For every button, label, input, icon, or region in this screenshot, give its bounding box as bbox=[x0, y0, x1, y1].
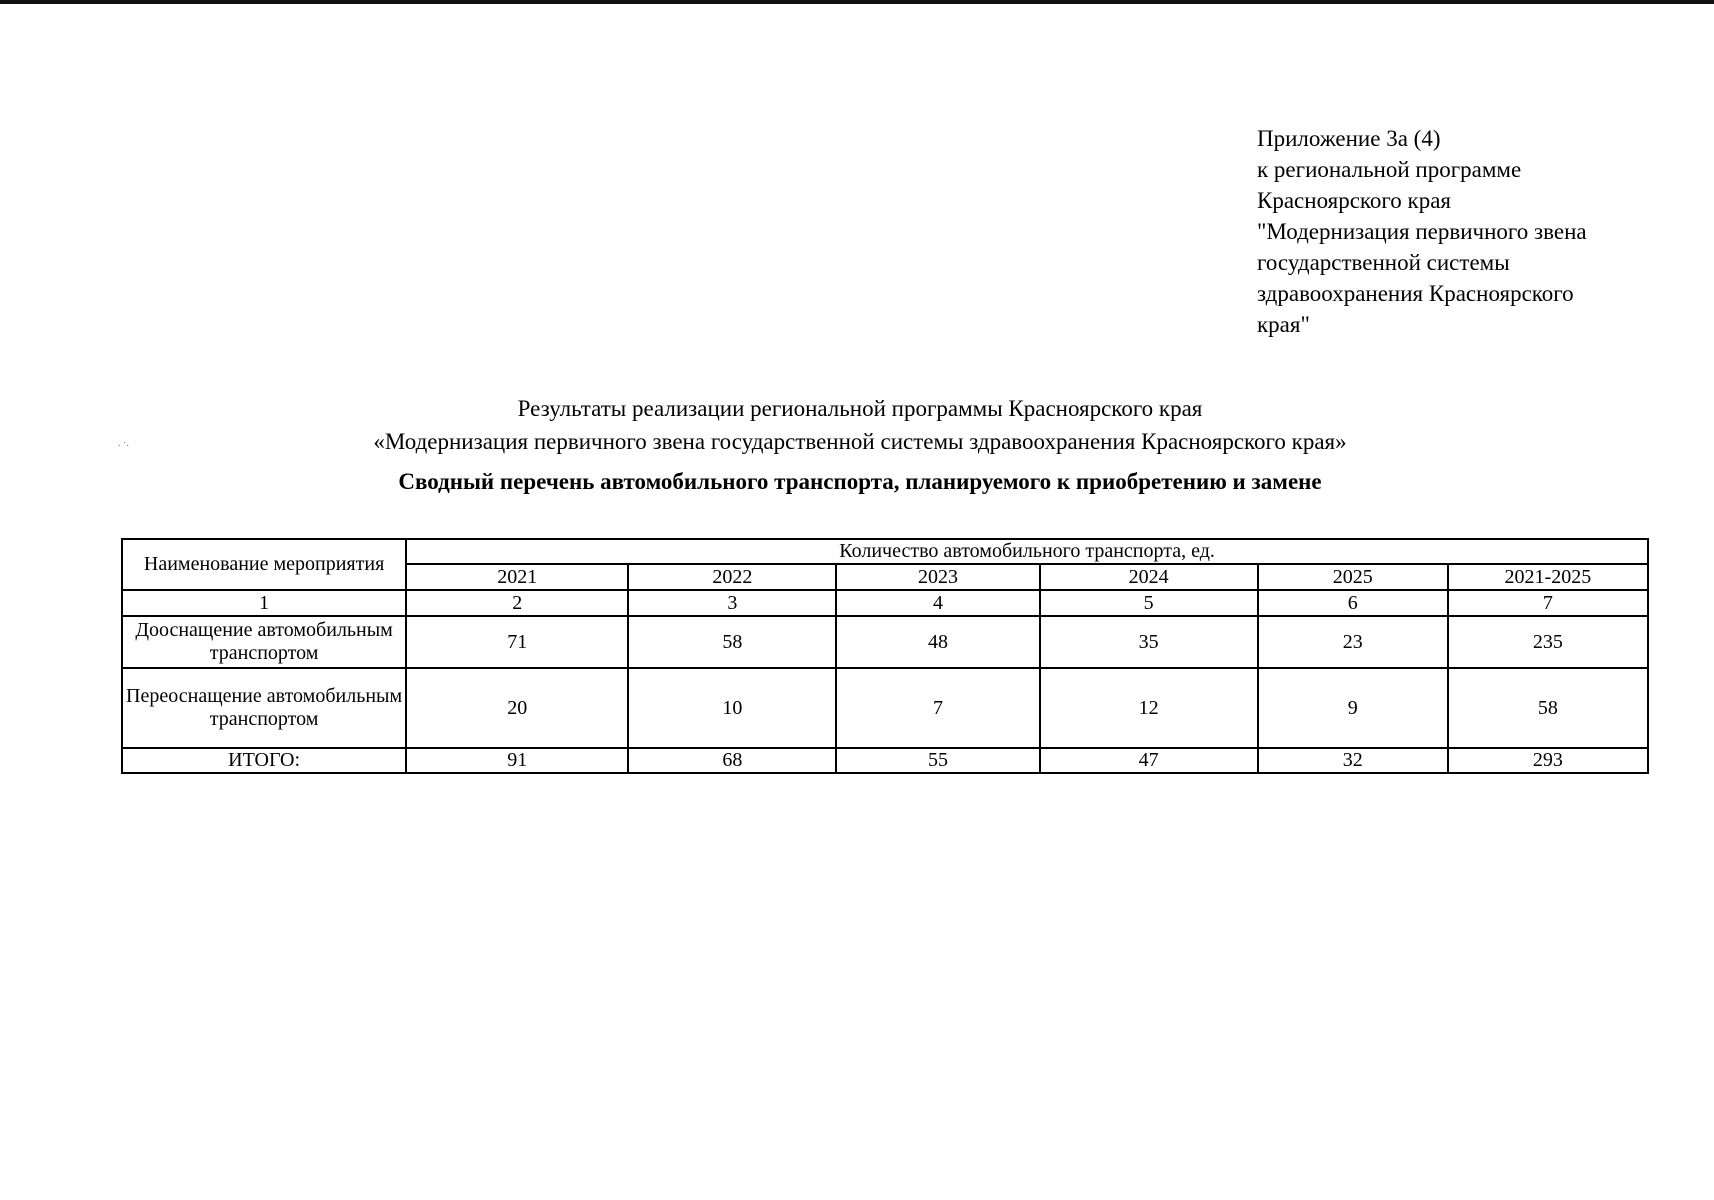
quantity-group-header: Количество автомобильного транспорта, ед. bbox=[406, 539, 1648, 564]
name-column-header: Наименование мероприятия bbox=[122, 539, 406, 590]
total-value: 91 bbox=[406, 748, 628, 773]
cell-value: 35 bbox=[1040, 616, 1258, 668]
column-index: 2 bbox=[406, 590, 628, 616]
table-header-row bbox=[122, 539, 1648, 564]
cell-value: 48 bbox=[836, 616, 1039, 668]
column-index: 6 bbox=[1258, 590, 1448, 616]
column-index: 5 bbox=[1040, 590, 1258, 616]
vehicle-summary-table bbox=[121, 538, 1649, 774]
column-index: 1 bbox=[122, 590, 406, 616]
year-header: 2025 bbox=[1258, 564, 1448, 590]
total-value: 47 bbox=[1040, 748, 1258, 773]
cell-value: 23 bbox=[1258, 616, 1448, 668]
cell-value: 20 bbox=[406, 668, 628, 748]
appendix-line: края" bbox=[1257, 312, 1310, 337]
top-border-line bbox=[0, 0, 1714, 4]
cell-value: 10 bbox=[628, 668, 836, 748]
year-header: 2021-2025 bbox=[1448, 564, 1648, 590]
cell-value: 71 bbox=[406, 616, 628, 668]
row-name: Дооснащение автомобильным транспортом bbox=[122, 616, 406, 668]
total-value: 32 bbox=[1258, 748, 1448, 773]
appendix-line: Красноярского края bbox=[1257, 188, 1451, 213]
appendix-note bbox=[1257, 123, 1677, 340]
cell-value: 58 bbox=[1448, 668, 1648, 748]
cell-value: 235 bbox=[1448, 616, 1648, 668]
total-value: 68 bbox=[628, 748, 836, 773]
column-index: 7 bbox=[1448, 590, 1648, 616]
heading-line-2: «Модернизация первичного звена государственной системы здравоохранения Красноярского края» bbox=[373, 429, 1347, 454]
cell-value: 7 bbox=[836, 668, 1039, 748]
table-row bbox=[122, 668, 1648, 748]
cell-value: 58 bbox=[628, 616, 836, 668]
column-index: 4 bbox=[836, 590, 1039, 616]
year-header: 2023 bbox=[836, 564, 1039, 590]
total-value: 55 bbox=[836, 748, 1039, 773]
appendix-line: государственной системы bbox=[1257, 250, 1510, 275]
appendix-line: к региональной программе bbox=[1257, 157, 1522, 182]
year-header: 2021 bbox=[406, 564, 628, 590]
scan-speck: . ·. bbox=[118, 438, 129, 449]
table-row bbox=[122, 616, 1648, 668]
row-name: Переоснащение автомобильным транспортом bbox=[122, 668, 406, 748]
column-index: 3 bbox=[628, 590, 836, 616]
cell-value: 9 bbox=[1258, 668, 1448, 748]
appendix-line: Приложение 3а (4) bbox=[1257, 126, 1441, 151]
year-header: 2022 bbox=[628, 564, 836, 590]
cell-value: 12 bbox=[1040, 668, 1258, 748]
total-value: 293 bbox=[1448, 748, 1648, 773]
appendix-line: "Модернизация первичного звена bbox=[1257, 219, 1587, 244]
column-index-row bbox=[122, 590, 1648, 616]
total-row bbox=[122, 748, 1648, 773]
document-title: Сводный перечень автомобильного транспорта, планируемого к приобретению и замене bbox=[398, 469, 1322, 494]
heading-line-1: Результаты реализации региональной программы Красноярского края bbox=[517, 396, 1203, 421]
appendix-line: здравоохранения Красноярского bbox=[1257, 281, 1574, 306]
year-header: 2024 bbox=[1040, 564, 1258, 590]
total-label: ИТОГО: bbox=[122, 748, 406, 773]
